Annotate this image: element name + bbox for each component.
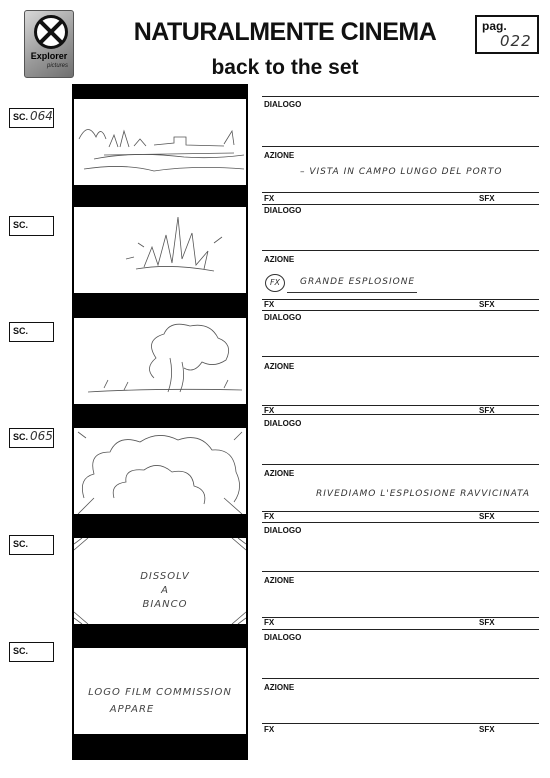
dialog-label: DIALOGO xyxy=(264,313,302,322)
row-line xyxy=(262,310,539,311)
action-label: AZIONE xyxy=(264,362,295,371)
dialog-label: DIALOGO xyxy=(264,100,302,109)
page-subtitle: back to the set xyxy=(211,56,359,79)
fx-badge: FX xyxy=(265,274,285,292)
row-line xyxy=(262,464,539,465)
row-line xyxy=(262,405,539,406)
action-label: AZIONE xyxy=(264,469,295,478)
row-line xyxy=(262,356,539,357)
fx-label: FX xyxy=(264,725,275,734)
scene-number: 064 xyxy=(30,109,53,123)
dialog-label: DIALOGO xyxy=(264,526,302,535)
row-line xyxy=(262,678,539,679)
scene-box-6 xyxy=(9,642,54,662)
row-line xyxy=(262,723,539,724)
sfx-label: SFX xyxy=(479,512,495,521)
scene-box-4 xyxy=(9,428,54,448)
page-label: pag. xyxy=(482,19,507,33)
sketch-text-line: LOGO FILM COMMISSION xyxy=(88,687,232,698)
row-line xyxy=(262,617,539,618)
storyboard-frame-6 xyxy=(74,648,246,734)
sfx-label: SFX xyxy=(479,300,495,309)
scene-box-2 xyxy=(9,216,54,236)
fx-label: FX xyxy=(264,300,275,309)
row-line xyxy=(262,192,539,193)
scene-label: SC. xyxy=(13,646,29,656)
sfx-label: SFX xyxy=(479,618,495,627)
storyboard-frame-4 xyxy=(74,428,246,514)
sfx-label: SFX xyxy=(479,406,495,415)
storyboard-frame-2 xyxy=(74,207,246,293)
row-line xyxy=(262,204,539,205)
row-line xyxy=(262,522,539,523)
sketch-text-line: APPARE xyxy=(109,704,155,715)
scene-label: SC. xyxy=(13,220,29,230)
explosion-sketch xyxy=(74,207,246,293)
harbor-sketch xyxy=(74,99,246,185)
row-line xyxy=(262,571,539,572)
fx-label: FX xyxy=(264,618,275,627)
page-title: NATURALMENTE CINEMA xyxy=(133,18,437,46)
row-line xyxy=(262,96,539,97)
row-line xyxy=(262,629,539,630)
action-note: RIVEDIAMO L'ESPLOSIONE RAVVICINATA xyxy=(316,489,530,499)
sketch-text-line: BIANCO xyxy=(142,599,188,610)
scene-label: SC. xyxy=(13,112,29,122)
explorer-pictures-logo xyxy=(24,10,74,78)
storyboard-frame-5 xyxy=(74,538,246,624)
action-label: AZIONE xyxy=(264,576,295,585)
fx-label: FX xyxy=(264,194,275,203)
sfx-label: SFX xyxy=(479,194,495,203)
scene-box-5 xyxy=(9,535,54,555)
scene-box-1 xyxy=(9,108,54,128)
action-note: GRANDE ESPLOSIONE xyxy=(300,277,416,287)
note-underline xyxy=(287,292,417,293)
scene-box-3 xyxy=(9,322,54,342)
action-label: AZIONE xyxy=(264,255,295,264)
row-line xyxy=(262,146,539,147)
dialog-label: DIALOGO xyxy=(264,419,302,428)
logo-sub: pictures xyxy=(46,63,68,69)
sketch-text-line: A xyxy=(161,585,169,596)
fx-label: FX xyxy=(264,512,275,521)
storyboard-frame-1 xyxy=(74,99,246,185)
close-explosion-sketch xyxy=(74,428,246,514)
page-number-box xyxy=(475,15,539,54)
storyboard-frame-3 xyxy=(74,318,246,404)
page-number: 022 xyxy=(500,32,532,50)
scene-label: SC. xyxy=(13,539,29,549)
scene-label: SC. xyxy=(13,432,29,442)
action-note: – VISTA IN CAMPO LUNGO DEL PORTO xyxy=(300,167,503,177)
row-line xyxy=(262,299,539,300)
row-line xyxy=(262,511,539,512)
row-line xyxy=(262,414,539,415)
logo-name: Explorer xyxy=(30,51,68,61)
dialog-label: DIALOGO xyxy=(264,633,302,642)
smoke-cloud-sketch xyxy=(74,318,246,404)
scene-label: SC. xyxy=(13,326,29,336)
row-line xyxy=(262,250,539,251)
fx-label: FX xyxy=(264,406,275,415)
scene-number: 065 xyxy=(30,429,53,443)
sfx-label: SFX xyxy=(479,725,495,734)
action-label: AZIONE xyxy=(264,151,295,160)
sketch-text-line: DISSOLV xyxy=(140,571,190,582)
dialog-label: DIALOGO xyxy=(264,206,302,215)
action-label: AZIONE xyxy=(264,683,295,692)
logo-x-mark-icon xyxy=(34,15,68,49)
